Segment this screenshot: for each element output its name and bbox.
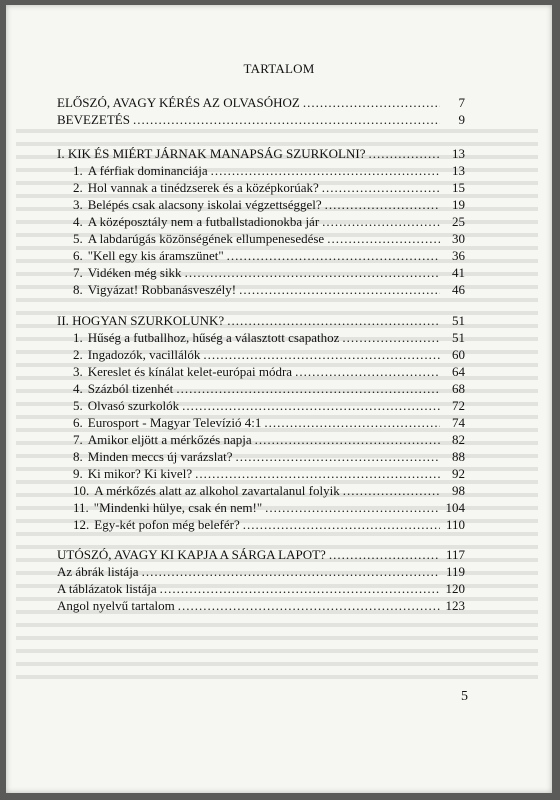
leader-dots: [322, 179, 440, 196]
entry-page: 19: [452, 197, 465, 212]
entry-number: 8.: [73, 282, 83, 297]
entry-number: 3.: [73, 197, 83, 212]
entry-title: ELŐSZÓ, AVAGY KÉRÉS AZ OLVASÓHOZ: [57, 95, 300, 110]
entry-page: 25: [452, 214, 465, 229]
leader-dots: [325, 196, 440, 213]
entry-title: "Kell egy kis áramszünet": [87, 248, 224, 263]
entry-title: Hol vannak a tinédzserek és a középkorúak?: [87, 180, 319, 195]
entry-page: 13: [452, 146, 465, 161]
entry-page: 60: [452, 347, 465, 362]
leader-dots: [160, 580, 440, 597]
entry-title: Angol nyelvű tartalom: [57, 598, 175, 613]
entry-title: Kereslet és kínálat kelet-európai módra: [87, 364, 293, 379]
entry-title: Minden meccs új varázslat?: [87, 449, 233, 464]
entry-number: 3.: [73, 364, 83, 379]
entry-title: "Mindenki hülye, csak én nem!": [93, 500, 263, 515]
entry-number: 9.: [73, 466, 83, 481]
toc-entry-afterword[interactable]: [57, 546, 465, 563]
entry-title: Vigyázat! Robbanásveszély!: [87, 282, 237, 297]
entry-title: A táblázatok listája: [57, 581, 157, 596]
toc-subentry[interactable]: [73, 213, 465, 230]
leader-dots: [133, 111, 440, 128]
leader-dots: [185, 264, 440, 281]
leader-dots: [342, 329, 440, 346]
entry-page: 120: [445, 581, 465, 596]
entry-number: 7.: [73, 265, 83, 280]
toc-subentry[interactable]: [73, 448, 465, 465]
entry-title: BEVEZETÉS: [57, 112, 130, 127]
entry-number: 6.: [73, 248, 83, 263]
entry-number: 11.: [73, 500, 89, 515]
entry-page: 98: [452, 483, 465, 498]
book-page: [6, 5, 552, 793]
toc-subentry[interactable]: [73, 179, 465, 196]
toc-subentry[interactable]: [73, 414, 465, 431]
entry-page: 88: [452, 449, 465, 464]
entry-number: 2.: [73, 180, 83, 195]
leader-dots: [295, 363, 440, 380]
toc-subentry[interactable]: [73, 482, 465, 499]
entry-page: 41: [452, 265, 465, 280]
toc-subentry[interactable]: [73, 281, 465, 298]
toc-subentry[interactable]: [73, 431, 465, 448]
entry-title: Belépés csak alacsony iskolai végzettséggel?: [87, 197, 322, 212]
entry-number: 6.: [73, 415, 83, 430]
leader-dots: [211, 162, 440, 179]
toc-chapter-2[interactable]: [57, 312, 465, 329]
entry-number: 1.: [73, 163, 83, 178]
entry-page: 117: [445, 547, 465, 562]
entry-number: 5.: [73, 398, 83, 413]
entry-page: 74: [452, 415, 465, 430]
entry-title: A férfiak dominanciája: [87, 163, 208, 178]
leader-dots: [182, 397, 440, 414]
leader-dots: [239, 281, 440, 298]
toc-subentry[interactable]: [73, 247, 465, 264]
entry-title: Hűség a futballhoz, hűség a választott csapathoz: [87, 330, 340, 345]
leader-dots: [368, 145, 440, 162]
toc-subentry[interactable]: [73, 516, 465, 533]
entry-title: Vidéken még sikk: [87, 265, 182, 280]
entry-title: Százból tizenhét: [87, 381, 174, 396]
entry-page: 123: [445, 598, 465, 613]
entry-page: 51: [452, 313, 465, 328]
toc-subentry[interactable]: [73, 230, 465, 247]
toc-subentry[interactable]: [73, 162, 465, 179]
entry-title: Eurosport - Magyar Televízió 4:1: [87, 415, 262, 430]
leader-dots: [343, 482, 440, 499]
entry-page: 15: [452, 180, 465, 195]
entry-page: 51: [452, 330, 465, 345]
entry-page: 110: [445, 517, 465, 532]
toc-subentry[interactable]: [73, 465, 465, 482]
page-title: TARTALOM: [243, 61, 315, 76]
toc-entry-introduction[interactable]: [57, 111, 465, 128]
leader-dots: [236, 448, 441, 465]
entry-title: UTÓSZÓ, AVAGY KI KAPJA A SÁRGA LAPOT?: [57, 547, 326, 562]
leader-dots: [255, 431, 440, 448]
leader-dots: [264, 414, 440, 431]
entry-number: 4.: [73, 214, 83, 229]
entry-title: II. HOGYAN SZURKOLUNK?: [57, 313, 225, 328]
entry-title: Az ábrák listája: [57, 564, 139, 579]
entry-number: 5.: [73, 231, 83, 246]
entry-number: 2.: [73, 347, 83, 362]
entry-title: A labdarúgás közönségének ellumpenesedése: [87, 231, 325, 246]
toc-subentry[interactable]: [73, 380, 465, 397]
entry-page: 64: [452, 364, 465, 379]
entry-number: 10.: [73, 483, 90, 498]
entry-page: 46: [452, 282, 465, 297]
entry-title: Ingadozók, vacillálók: [87, 347, 201, 362]
entry-title: Ki mikor? Ki kivel?: [87, 466, 193, 481]
entry-page: 82: [452, 432, 465, 447]
entry-page: 13: [452, 163, 465, 178]
entry-title: Olvasó szurkolók: [87, 398, 180, 413]
leader-dots: [178, 597, 440, 614]
toc-subentry[interactable]: [73, 346, 465, 363]
entry-title: A középosztály nem a futballstadionokba jár: [87, 214, 320, 229]
toc-subentry[interactable]: [73, 196, 465, 213]
entry-page: 9: [458, 112, 465, 127]
toc-entry-english-contents[interactable]: [57, 597, 465, 614]
entry-title: A mérkőzés alatt az alkohol zavartalanul folyik: [94, 483, 340, 498]
leader-dots: [329, 546, 440, 563]
entry-page: 68: [452, 381, 465, 396]
entry-title: Amikor eljött a mérkőzés napja: [87, 432, 252, 447]
toc-chapter-1[interactable]: [57, 145, 465, 162]
leader-dots: [322, 213, 440, 230]
entry-title: I. KIK ÉS MIÉRT JÁRNAK MANAPSÁG SZURKOLNI?: [57, 146, 366, 161]
page-number: 5: [461, 689, 468, 704]
toc-subentry[interactable]: [73, 397, 465, 414]
toc-entry-foreword[interactable]: [57, 94, 465, 111]
entry-page: 30: [452, 231, 465, 246]
leader-dots: [265, 499, 440, 516]
entry-page: 92: [452, 466, 465, 481]
leader-dots: [227, 247, 440, 264]
entry-page: 36: [452, 248, 465, 263]
toc-subentry[interactable]: [73, 329, 465, 346]
entry-number: 12.: [73, 517, 90, 532]
toc-entry-figures[interactable]: [57, 563, 465, 580]
leader-dots: [327, 230, 440, 247]
toc-entry-tables[interactable]: [57, 580, 465, 597]
entry-page: 104: [445, 500, 465, 515]
leader-dots: [227, 312, 440, 329]
leader-dots: [176, 380, 440, 397]
entry-page: 72: [452, 398, 465, 413]
entry-number: 8.: [73, 449, 83, 464]
entry-number: 7.: [73, 432, 83, 447]
toc-subentry[interactable]: [73, 499, 465, 516]
leader-dots: [195, 465, 440, 482]
leader-dots: [203, 346, 440, 363]
entry-page: 119: [445, 564, 465, 579]
entry-number: 1.: [73, 330, 83, 345]
entry-number: 4.: [73, 381, 83, 396]
entry-title: Egy-két pofon még belefér?: [94, 517, 240, 532]
toc-subentry[interactable]: [73, 264, 465, 281]
leader-dots: [243, 516, 440, 533]
leader-dots: [142, 563, 440, 580]
toc-subentry[interactable]: [73, 363, 465, 380]
entry-page: 7: [458, 95, 465, 110]
leader-dots: [303, 94, 440, 111]
